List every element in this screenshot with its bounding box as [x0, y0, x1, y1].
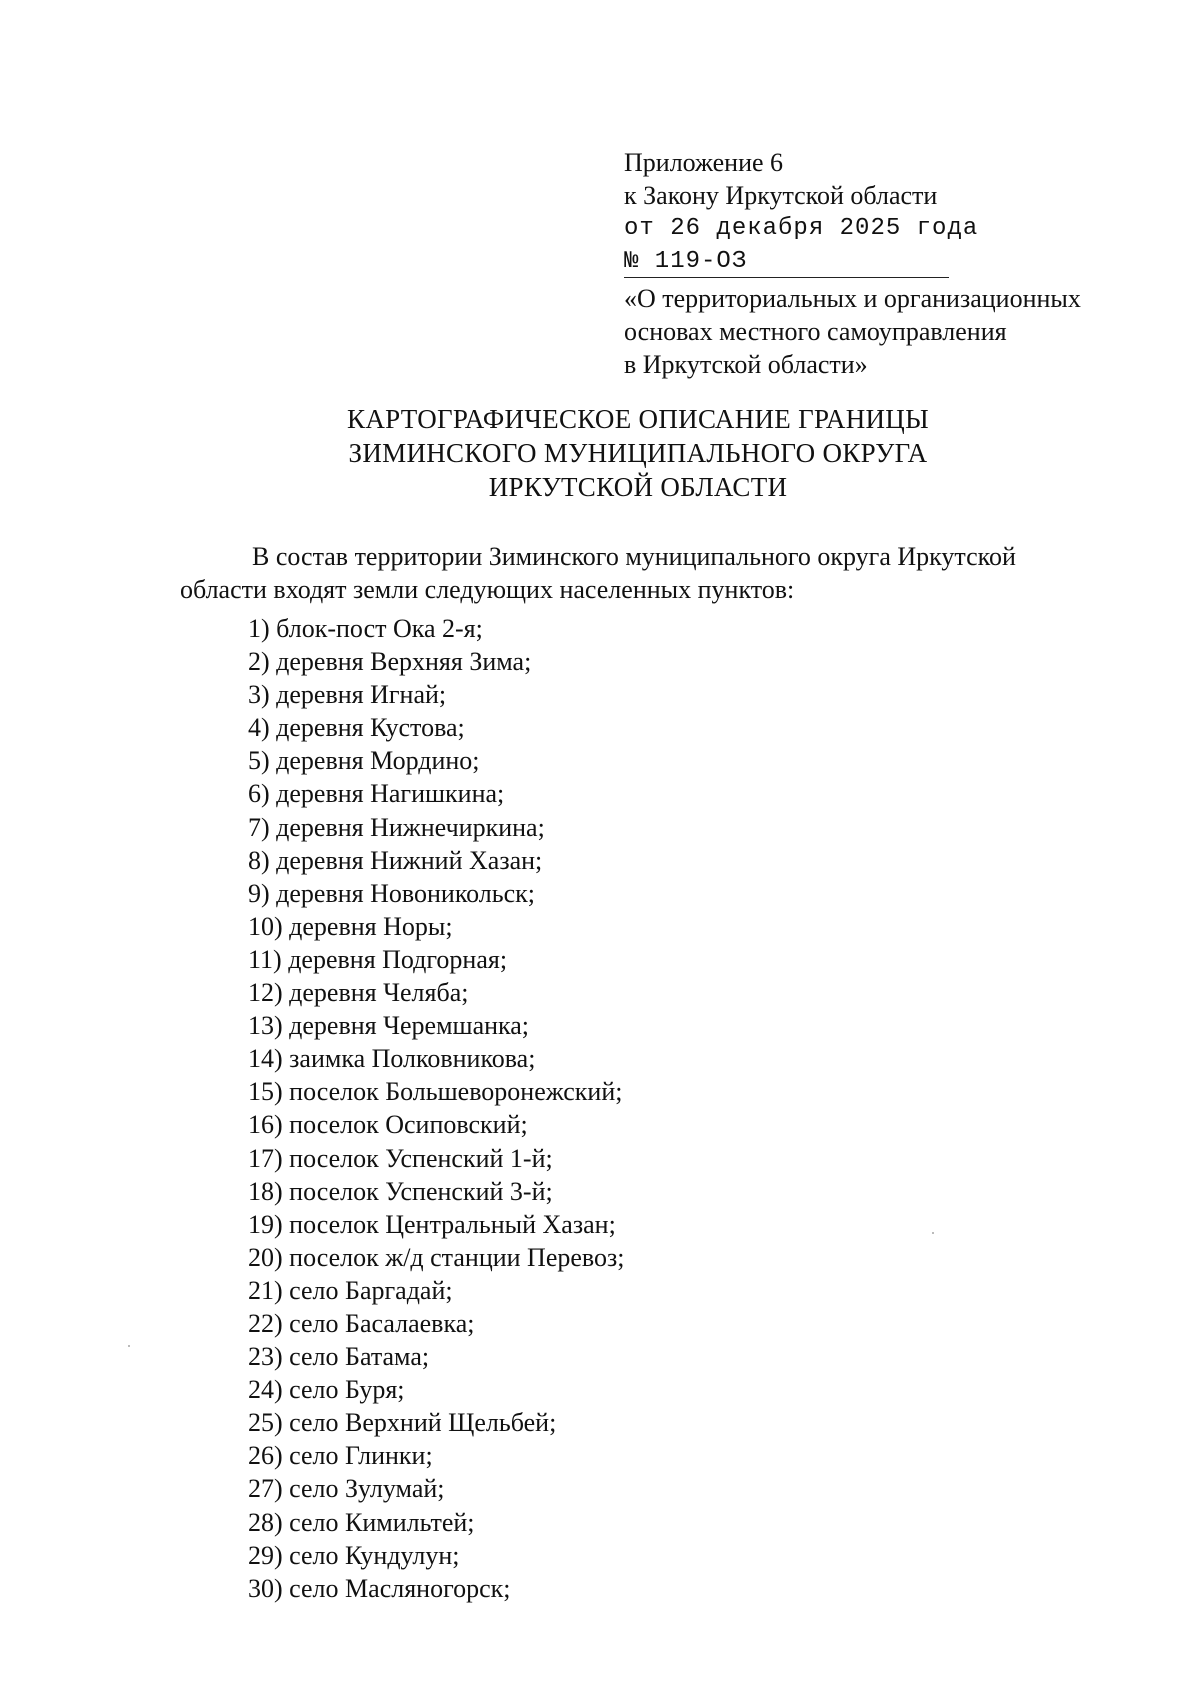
list-item: 11) деревня Подгорная;	[248, 944, 508, 974]
list-item: 4) деревня Кустова;	[248, 713, 465, 743]
list-item: 28) село Кимильтей;	[248, 1507, 475, 1537]
list-item: 6) деревня Нагишкина;	[248, 779, 505, 809]
annex-law-title-line1: «О территориальных и организационных	[624, 284, 1081, 313]
list-item: 26) село Глинки;	[248, 1441, 433, 1471]
intro-line1: В состав территории Зиминского муниципального округа Иркутской	[252, 542, 1016, 571]
title-line2: ЗИМИНСКОГО МУНИЦИПАЛЬНОГО ОКРУГА	[348, 438, 928, 468]
annex-header	[624, 146, 1081, 381]
list-item: 24) село Буря;	[248, 1375, 405, 1405]
document-title	[0, 402, 1200, 504]
list-item: 15) поселок Большеворонежский;	[248, 1077, 623, 1107]
title-line1: КАРТОГРАФИЧЕСКОЕ ОПИСАНИЕ ГРАНИЦЫ	[347, 404, 929, 434]
list-item: 16) поселок Осиповский;	[248, 1110, 528, 1140]
list-item: 8) деревня Нижний Хазан;	[248, 845, 543, 875]
scan-speck	[932, 1232, 934, 1234]
list-item: 13) деревня Черемшанка;	[248, 1011, 530, 1041]
scan-speck	[128, 1345, 130, 1347]
intro-line2: области входят земли следующих населенных пунктов:	[180, 575, 795, 604]
title-line3: ИРКУТСКОЙ ОБЛАСТИ	[488, 472, 788, 502]
intro-paragraph	[180, 540, 1090, 606]
list-item: 7) деревня Нижнечиркина;	[248, 812, 545, 842]
list-item: 29) село Кундулун;	[248, 1540, 460, 1570]
list-item: 22) село Басалаевка;	[248, 1308, 475, 1338]
list-item: 1) блок-пост Ока 2-я;	[248, 614, 483, 643]
list-item: 20) поселок ж/д станции Перевоз;	[248, 1242, 625, 1272]
annex-number: Приложение 6	[624, 148, 784, 177]
list-item: 19) поселок Центральный Хазан;	[248, 1209, 616, 1239]
list-item: 23) село Батама;	[248, 1342, 430, 1372]
annex-law-date: от 26 декабря 2025 года	[624, 215, 979, 242]
annex-law-title-line2: основах местного самоуправления	[624, 317, 1007, 346]
list-item: 17) поселок Успенский 1-й;	[248, 1143, 553, 1173]
annex-law-number: № 119-ОЗ	[624, 249, 949, 278]
list-item: 12) деревня Челяба;	[248, 978, 469, 1008]
list-item: 9) деревня Новоникольск;	[248, 878, 536, 908]
list-item: 10) деревня Норы;	[248, 911, 453, 941]
list-item: 2) деревня Верхняя Зима;	[248, 647, 532, 677]
list-item: 3) деревня Игнай;	[248, 680, 447, 710]
settlement-list	[248, 612, 625, 1605]
list-item: 25) село Верхний Щельбей;	[248, 1408, 557, 1438]
annex-law-title-line3: в Иркутской области»	[624, 350, 868, 379]
list-item: 30) село Масляногорск;	[248, 1573, 511, 1603]
list-item: 21) село Баргадай;	[248, 1275, 453, 1305]
annex-law-reference: к Закону Иркутской области	[624, 181, 938, 210]
list-item: 14) заимка Полковникова;	[248, 1044, 536, 1074]
list-item: 18) поселок Успенский 3-й;	[248, 1176, 553, 1206]
list-item: 5) деревня Мордино;	[248, 746, 480, 776]
list-item: 27) село Зулумай;	[248, 1474, 445, 1504]
